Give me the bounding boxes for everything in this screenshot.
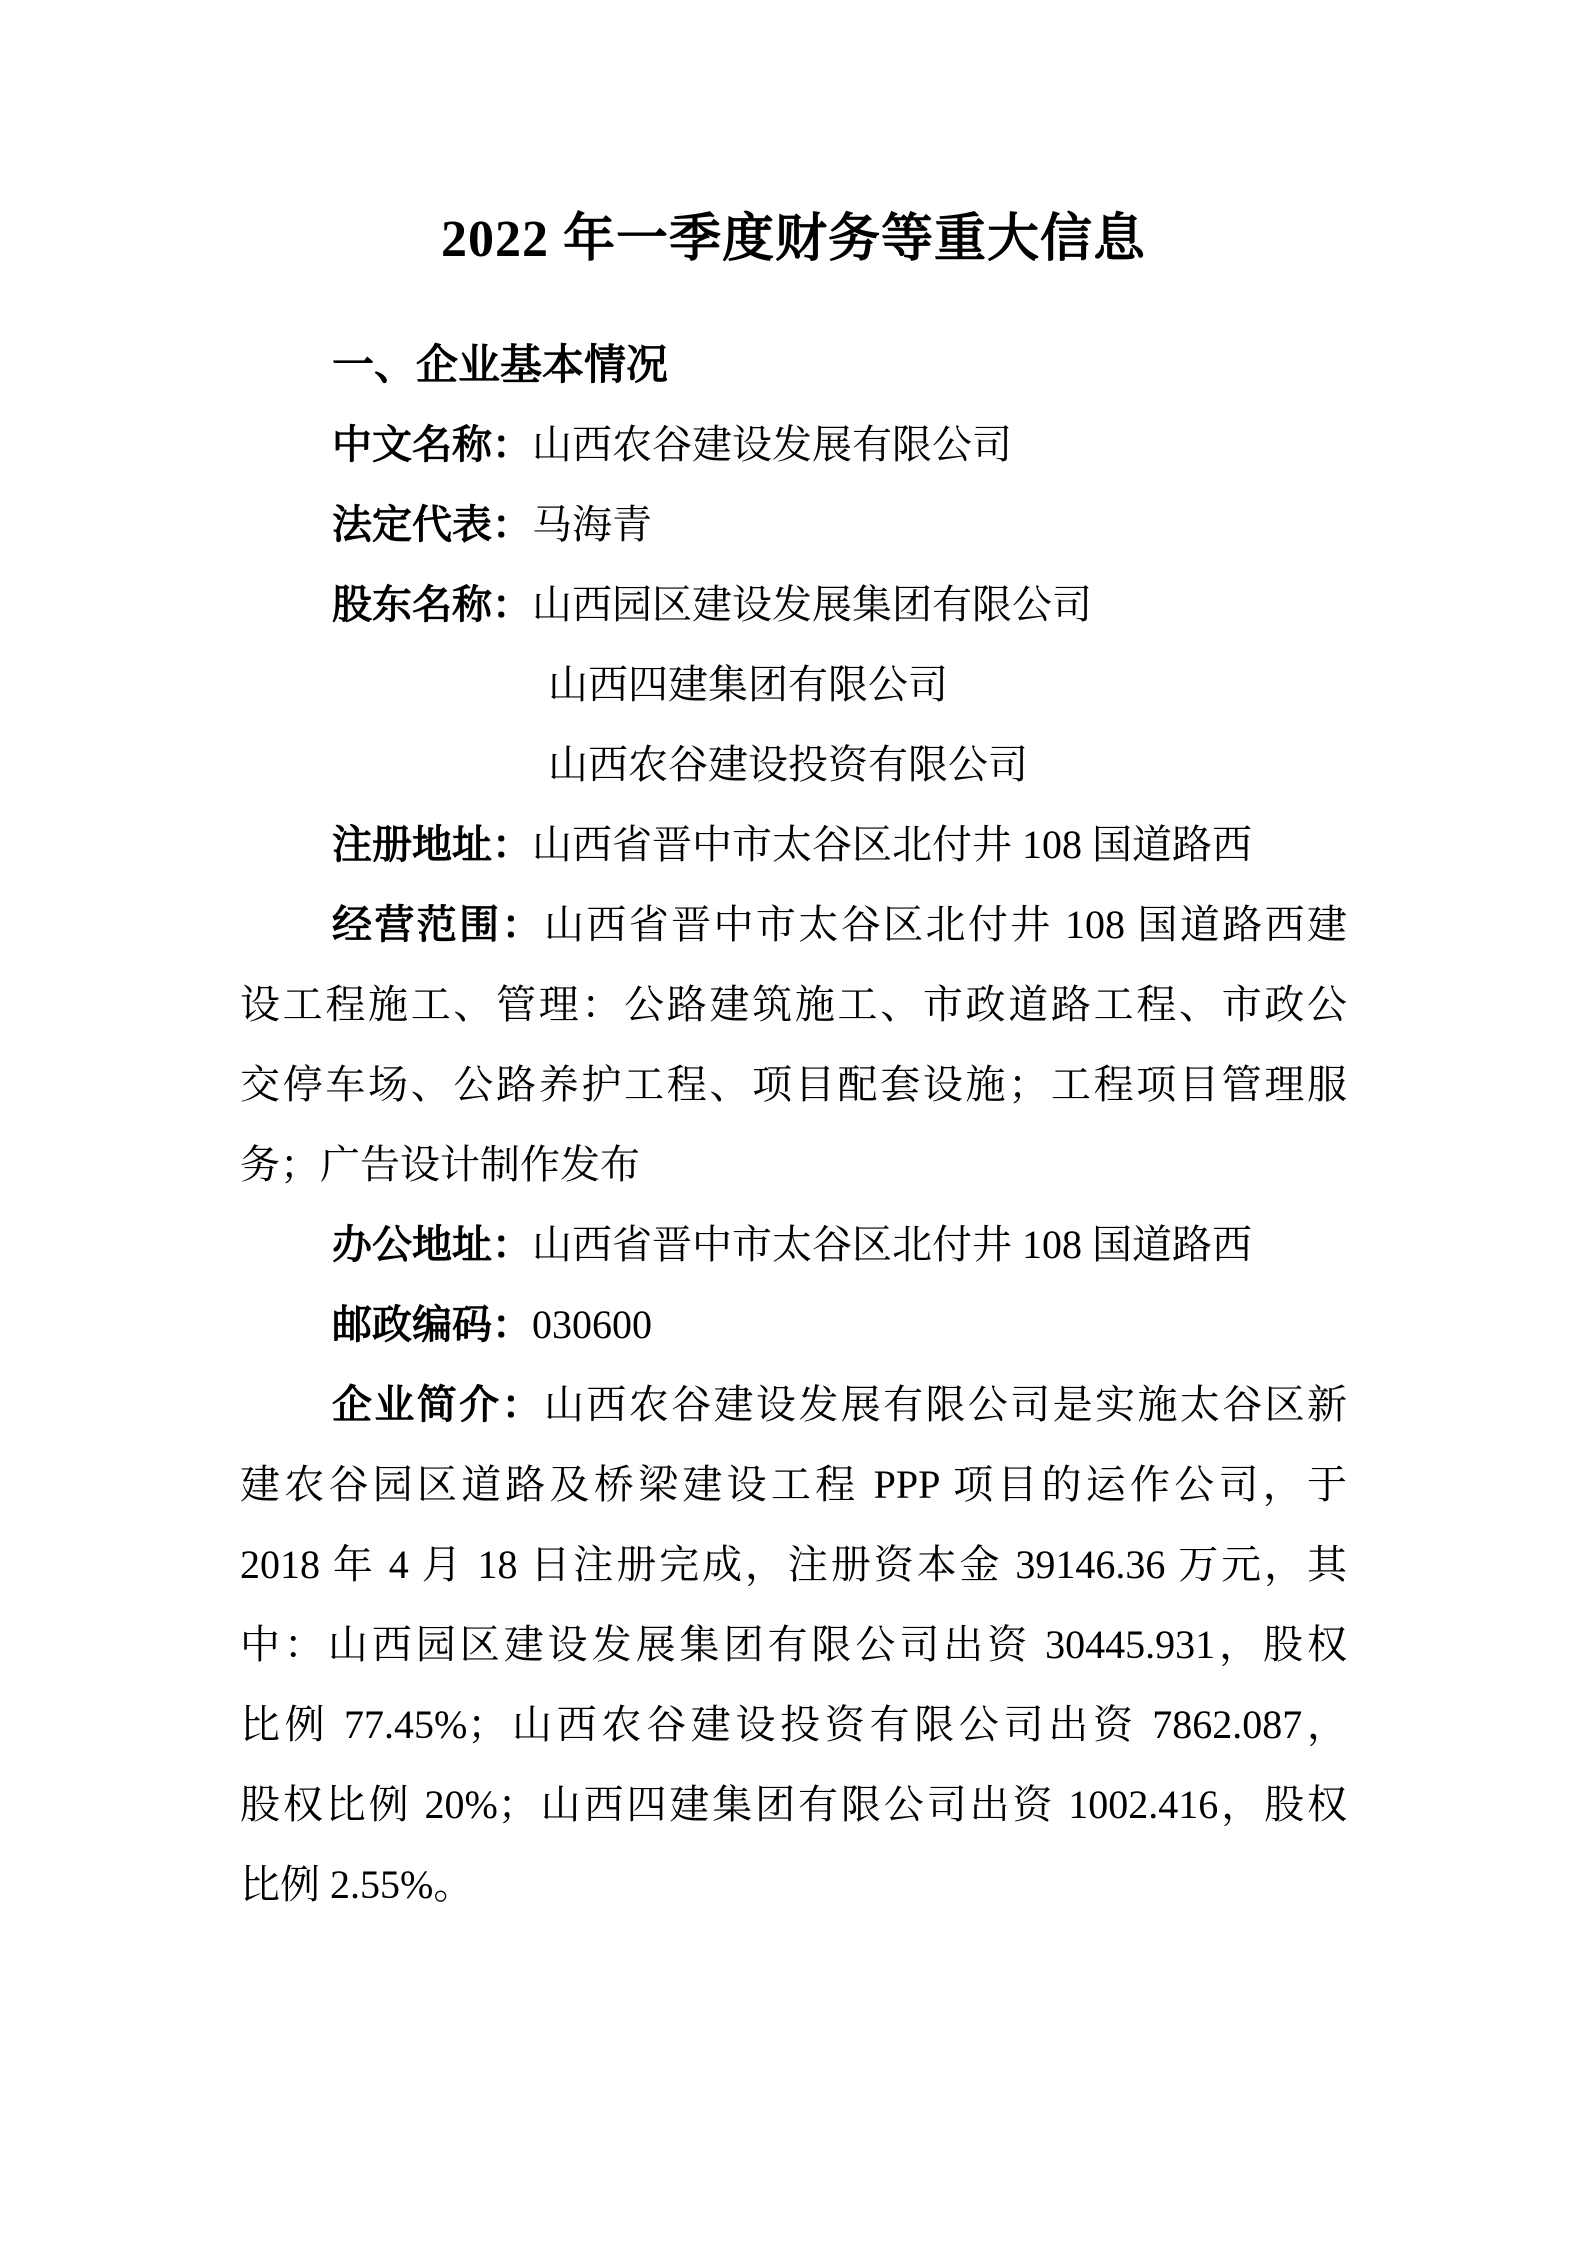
text-line <box>240 1845 1347 1925</box>
text-line <box>240 645 1347 725</box>
paragraph-text: 务；广告设计制作发布 <box>240 1142 640 1187</box>
paragraph-text: 股权比例 20%；山西四建集团有限公司出资 1002.416，股权 <box>240 1782 1347 1827</box>
field-value: 马海青 <box>532 502 652 547</box>
text-line <box>240 1525 1347 1605</box>
text-line <box>240 1605 1347 1685</box>
text-line <box>240 725 1347 805</box>
paragraph-text: 山西四建集团有限公司 <box>548 662 948 707</box>
field-label: 办公地址： <box>332 1222 532 1267</box>
text-line <box>240 1045 1347 1125</box>
text-line <box>240 1765 1347 1845</box>
paragraph-text: 中：山西园区建设发展集团有限公司出资 30445.931，股权 <box>240 1622 1347 1667</box>
field-value: 山西省晋中市太谷区北付井 108 国道路西建 <box>543 902 1348 947</box>
document-title: 2022 年一季度财务等重大信息 <box>440 211 1146 268</box>
field-value: 山西省晋中市太谷区北付井 108 国道路西 <box>532 1222 1252 1267</box>
field-label: 企业简介： <box>332 1382 544 1427</box>
field-label: 邮政编码： <box>332 1302 532 1347</box>
text-line <box>240 805 1347 885</box>
text-line <box>240 965 1347 1045</box>
field-label: 股东名称： <box>332 582 532 627</box>
field-value: 山西农谷建设发展有限公司 <box>532 422 1012 467</box>
field-label: 注册地址： <box>332 822 532 867</box>
text-line <box>240 1205 1347 1285</box>
text-line <box>240 1125 1347 1205</box>
paragraph-lines <box>240 405 1347 1925</box>
text-line <box>240 565 1347 645</box>
field-label: 经营范围： <box>332 902 544 947</box>
field-value: 山西园区建设发展集团有限公司 <box>532 582 1092 627</box>
text-line <box>240 1445 1347 1525</box>
field-label: 中文名称： <box>332 422 532 467</box>
paragraph-text: 交停车场、公路养护工程、项目配套设施；工程项目管理服 <box>240 1062 1347 1107</box>
paragraph-text: 山西农谷建设投资有限公司 <box>548 742 1028 787</box>
text-line <box>240 885 1347 965</box>
section-heading: 一、企业基本情况 <box>332 341 669 388</box>
text-line <box>240 1365 1347 1445</box>
paragraph-text: 比例 2.55%。 <box>240 1862 474 1907</box>
document-content <box>240 192 1347 1925</box>
paragraph-text: 设工程施工、管理：公路建筑施工、市政道路工程、市政公 <box>240 982 1347 1027</box>
field-value: 山西农谷建设发展有限公司是实施太谷区新 <box>543 1382 1348 1427</box>
text-line <box>240 485 1347 565</box>
field-label: 法定代表： <box>332 502 532 547</box>
text-line <box>240 1685 1347 1765</box>
text-line <box>240 1285 1347 1365</box>
paragraph-text: 2018 年 4 月 18 日注册完成，注册资本金 39146.36 万元，其 <box>240 1542 1347 1587</box>
field-value: 山西省晋中市太谷区北付井 108 国道路西 <box>532 822 1252 867</box>
text-line <box>240 405 1347 485</box>
paragraph-text: 建农谷园区道路及桥梁建设工程 PPP 项目的运作公司，于 <box>240 1462 1347 1507</box>
field-value: 030600 <box>532 1302 652 1347</box>
paragraph-text: 比例 77.45%；山西农谷建设投资有限公司出资 7862.087， <box>240 1702 1347 1747</box>
